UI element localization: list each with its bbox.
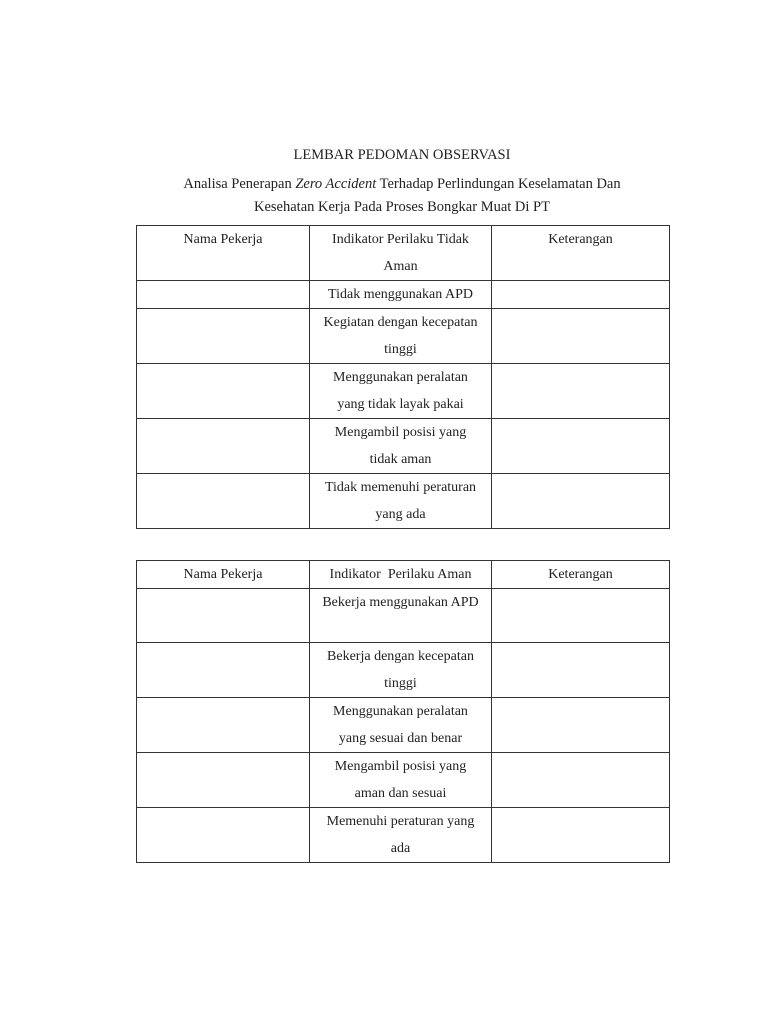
cell-keterangan[interactable] — [492, 753, 670, 808]
subtitle-suffix: Terhadap Perlindungan Keselamatan Dan — [376, 176, 621, 192]
subtitle-line-2: Kesehatan Kerja Pada Proses Bongkar Muat Di PT — [254, 199, 550, 215]
cell-nama[interactable] — [137, 474, 310, 529]
table-row — [137, 808, 670, 863]
subtitle-prefix: Analisa Penerapan — [183, 176, 296, 192]
cell-nama[interactable] — [137, 808, 310, 863]
cell-nama[interactable] — [137, 753, 310, 808]
header-indikator: Indikator Perilaku Aman — [310, 561, 492, 589]
safe-behavior-table — [136, 560, 670, 863]
cell-nama[interactable] — [137, 589, 310, 643]
table-row — [137, 419, 670, 474]
header-keterangan: Keterangan — [492, 226, 670, 281]
cell-keterangan[interactable] — [492, 808, 670, 863]
cell-indikator: Mengambil posisi yang tidak aman — [310, 419, 492, 474]
table-row — [137, 281, 670, 309]
document-subtitle — [0, 173, 768, 219]
cell-indikator: Menggunakan peralatan yang tidak layak pakai — [310, 364, 492, 419]
cell-keterangan[interactable] — [492, 281, 670, 309]
cell-keterangan[interactable] — [492, 309, 670, 364]
cell-indikator: Tidak memenuhi peraturan yang ada — [310, 474, 492, 529]
cell-keterangan[interactable] — [492, 364, 670, 419]
table-row — [137, 753, 670, 808]
cell-nama[interactable] — [137, 698, 310, 753]
cell-indikator: Menggunakan peralatan yang sesuai dan benar — [310, 698, 492, 753]
cell-nama[interactable] — [137, 309, 310, 364]
cell-keterangan[interactable] — [492, 698, 670, 753]
header-indikator: Indikator Perilaku Tidak Aman — [310, 226, 492, 281]
cell-keterangan[interactable] — [492, 474, 670, 529]
cell-nama[interactable] — [137, 364, 310, 419]
subtitle-italic-term: Zero Accident — [295, 176, 377, 192]
cell-indikator: Kegiatan dengan kecepatan tinggi — [310, 309, 492, 364]
table-row — [137, 698, 670, 753]
table-row — [137, 364, 670, 419]
cell-nama[interactable] — [137, 643, 310, 698]
header-nama-pekerja: Nama Pekerja — [137, 561, 310, 589]
cell-indikator: Bekerja menggunakan APD — [310, 589, 492, 643]
table-row — [137, 474, 670, 529]
header-nama-pekerja: Nama Pekerja — [137, 226, 310, 281]
table-header-row — [137, 561, 670, 589]
cell-keterangan[interactable] — [492, 643, 670, 698]
cell-indikator: Tidak menggunakan APD — [310, 281, 492, 309]
cell-indikator: Memenuhi peraturan yang ada — [310, 808, 492, 863]
table-row — [137, 643, 670, 698]
unsafe-behavior-table — [136, 225, 670, 529]
table-row — [137, 309, 670, 364]
cell-keterangan[interactable] — [492, 589, 670, 643]
page-title: LEMBAR PEDOMAN OBSERVASI — [293, 147, 511, 163]
cell-nama[interactable] — [137, 419, 310, 474]
cell-indikator: Mengambil posisi yang aman dan sesuai — [310, 753, 492, 808]
table-header-row — [137, 226, 670, 281]
table-row — [137, 589, 670, 643]
header-keterangan: Keterangan — [492, 561, 670, 589]
cell-nama[interactable] — [137, 281, 310, 309]
cell-indikator: Bekerja dengan kecepatan tinggi — [310, 643, 492, 698]
subtitle-line-1 — [0, 173, 768, 196]
cell-keterangan[interactable] — [492, 419, 670, 474]
